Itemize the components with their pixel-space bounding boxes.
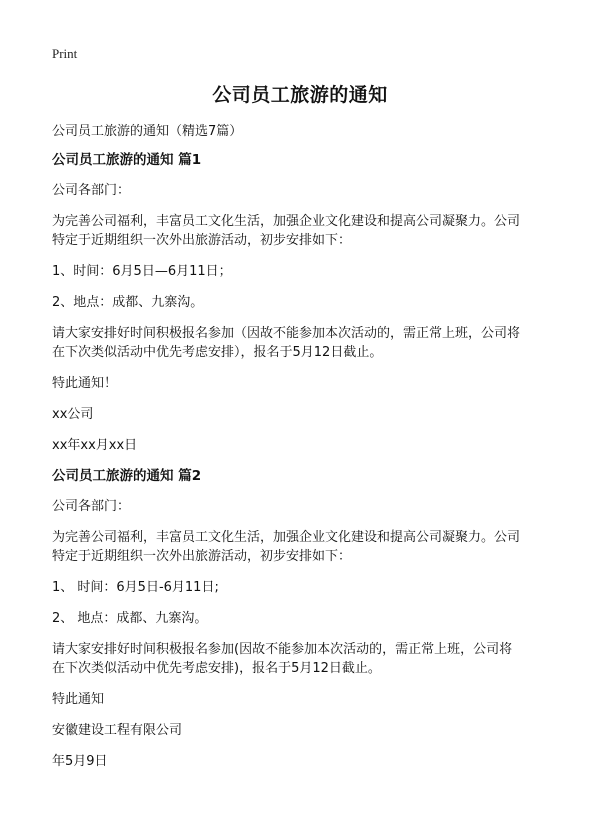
section-2-note-line-1: 请大家安排好时间积极报名参加(因故不能参加本次活动的，需正常上班，公司将 [52,642,513,657]
section-1-greeting: 公司各部门： [52,183,131,198]
section-1-note-line-1: 请大家安排好时间积极报名参加（因故不能参加本次活动的，需正常上班，公司将 [52,326,521,341]
page-title: 公司员工旅游的通知 [212,84,388,106]
section-2-closing: 特此通知 [52,692,105,707]
section-1-note-line-2: 在下次类似活动中优先考虑安排），报名于5月12日截止。 [52,345,383,360]
print-link[interactable]: Print [52,46,78,61]
section-2-date: 年5月9日 [52,754,108,769]
section-1-intro-line-2: 特定于近期组织一次外出旅游活动，初步安排如下： [52,233,352,248]
section-heading-1: 公司员工旅游的通知 篇1 [52,152,202,168]
section-1-intro-line-1: 为完善公司福利，丰富员工文化生活，加强企业文化建设和提高公司凝聚力。公司 [52,214,521,229]
section-1-item-time: 1、时间：6月5日—6月11日； [52,264,232,279]
section-2-note-line-2: 在下次类似活动中优先考虑安排)，报名于5月12日截止。 [52,661,381,676]
section-1-signature: xx公司 [52,407,94,422]
section-2-intro-line-2: 特定于近期组织一次外出旅游活动，初步安排如下： [52,549,352,564]
section-heading-2: 公司员工旅游的通知 篇2 [52,468,202,484]
section-1-item-location: 2、地点：成都、九寨沟。 [52,295,204,310]
document-subtitle: 公司员工旅游的通知（精选7篇） [52,124,243,139]
section-1-date: xx年xx月xx日 [52,438,138,453]
section-2-greeting: 公司各部门： [52,499,131,514]
section-2-intro-line-1: 为完善公司福利，丰富员工文化生活，加强企业文化建设和提高公司凝聚力。公司 [52,530,521,545]
section-2-item-location: 2、 地点：成都、九寨沟。 [52,611,208,626]
section-2-signature: 安徽建设工程有限公司 [52,723,183,738]
section-2-item-time: 1、 时间：6月5日-6月11日; [52,580,219,595]
section-1-closing: 特此通知！ [52,376,118,391]
